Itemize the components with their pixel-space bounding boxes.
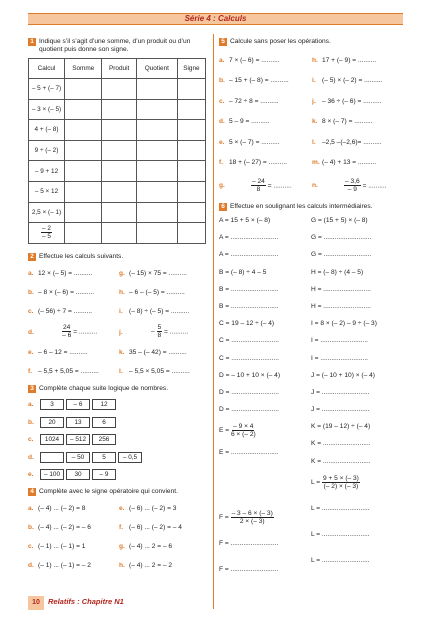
answer-cell[interactable] bbox=[65, 99, 102, 120]
ex2-row bbox=[28, 302, 210, 321]
item-text[interactable]: – 36 ÷ (– 6) = .......... bbox=[322, 97, 382, 105]
item-answer[interactable]: = .......... bbox=[164, 328, 189, 336]
item-text[interactable]: (– 8) ÷ (– 5) = .......... bbox=[129, 307, 190, 315]
item-label: a. bbox=[219, 56, 225, 64]
ex3-instruction: Complète chaque suite logique de nombres. bbox=[39, 384, 169, 392]
item-label: e. bbox=[28, 348, 34, 356]
fraction bbox=[322, 475, 360, 490]
answer-cell[interactable] bbox=[177, 202, 205, 223]
ex5-header bbox=[219, 38, 405, 46]
ex2-row bbox=[28, 283, 210, 302]
item-label: f. bbox=[119, 524, 124, 532]
item-label: l. bbox=[312, 138, 316, 146]
answer-line[interactable]: E = .......................... bbox=[219, 449, 279, 457]
fraction-numerator: – 2 bbox=[42, 225, 51, 233]
answer-cell[interactable] bbox=[136, 99, 177, 120]
item-text[interactable]: (– 6) ... (– 2) = – 4 bbox=[129, 524, 182, 532]
item-label: i. bbox=[312, 77, 316, 85]
item-text[interactable]: (– 1) ... (– 1) = – 2 bbox=[38, 562, 91, 570]
answer-cell[interactable] bbox=[65, 161, 102, 182]
fraction-denominator: – 5 bbox=[42, 233, 51, 241]
item-text[interactable]: (– 4) ... 2 = – 6 bbox=[129, 543, 173, 551]
item-text[interactable]: (– 4) ... 2 = – 2 bbox=[129, 562, 173, 570]
item-label: d. bbox=[28, 328, 34, 336]
answer-cell[interactable] bbox=[177, 99, 205, 120]
answer-cell[interactable] bbox=[177, 161, 205, 182]
ex2-instruction: Effectue les calculs suivants. bbox=[39, 252, 124, 260]
col-signe: Signe bbox=[177, 59, 205, 79]
answer-line[interactable]: K = .......................... bbox=[311, 457, 371, 465]
ex1-header bbox=[28, 38, 210, 54]
column-divider bbox=[213, 34, 214, 609]
item-label: d. bbox=[219, 118, 225, 126]
col-produit: Produit bbox=[102, 59, 137, 79]
item-label: b. bbox=[219, 77, 225, 85]
sequence-box: 3 bbox=[40, 399, 64, 410]
item-label: a. bbox=[28, 505, 34, 513]
table-row bbox=[29, 99, 206, 120]
fraction bbox=[344, 178, 361, 193]
answer-cell[interactable] bbox=[136, 202, 177, 223]
calc-line-fraction bbox=[311, 470, 403, 496]
ex1-table bbox=[28, 58, 206, 244]
answer-line[interactable]: L = .......................... bbox=[311, 504, 370, 512]
ex5-row bbox=[219, 71, 405, 92]
calc-line-fraction bbox=[219, 505, 311, 531]
item-text[interactable]: (– 56) ÷ 7 = .......... bbox=[38, 307, 93, 315]
answer-cell[interactable] bbox=[102, 161, 137, 182]
ex4-row bbox=[28, 537, 210, 556]
fraction-numerator: 9 + 5 × (– 3) bbox=[322, 474, 359, 482]
answer-line[interactable]: H = .......................... bbox=[311, 285, 371, 293]
sequence-box: – 100 bbox=[40, 469, 64, 480]
item-label: j. bbox=[119, 328, 123, 336]
right-column bbox=[219, 38, 405, 583]
ex5-number: 5 bbox=[219, 38, 227, 46]
answer-cell[interactable] bbox=[102, 181, 137, 202]
fraction-numerator: 24 bbox=[63, 324, 71, 332]
calc-line: H = (– 8) ÷ (4 – 5) bbox=[311, 268, 364, 276]
item-text[interactable]: – 6 – (– 5) = .......... bbox=[129, 288, 185, 296]
item-text[interactable]: 5 – 9 = .......... bbox=[229, 118, 270, 126]
answer-cell[interactable] bbox=[136, 140, 177, 161]
ex3-number: 3 bbox=[28, 385, 36, 393]
sequence-row bbox=[28, 448, 210, 466]
ex5-instruction: Calcule sans poser les opérations. bbox=[230, 38, 331, 45]
sequence-box: 5 bbox=[92, 452, 116, 463]
item-text[interactable]: (– 4) ... (– 2) = 8 bbox=[38, 505, 86, 513]
item-label: c. bbox=[28, 307, 34, 315]
sequence-row bbox=[28, 431, 210, 449]
series-title: Série 4 : Calculs bbox=[184, 14, 247, 23]
page-number: 10 bbox=[28, 596, 44, 610]
answer-cell[interactable] bbox=[65, 223, 102, 244]
row-expression: – 9 + 12 bbox=[29, 161, 65, 182]
item-text[interactable]: (– 6) ... (– 2) = 3 bbox=[129, 505, 177, 513]
ex4-number: 4 bbox=[28, 488, 36, 496]
answer-cell[interactable] bbox=[177, 120, 205, 141]
col-somme: Somme bbox=[65, 59, 102, 79]
answer-cell[interactable] bbox=[65, 79, 102, 100]
fraction-denominator: – 6 bbox=[62, 332, 72, 340]
item-text[interactable]: – 5,5 × 5,05 = .......... bbox=[129, 367, 190, 375]
item-label: n. bbox=[312, 181, 318, 189]
ex3-header bbox=[28, 385, 210, 393]
answer-line[interactable]: D = .......................... bbox=[219, 406, 279, 414]
sequence-row bbox=[28, 413, 210, 431]
ex4-row bbox=[28, 556, 210, 575]
item-text[interactable]: 5 × (– 7) = .......... bbox=[229, 138, 280, 146]
fraction-denominator: 8 bbox=[157, 332, 162, 340]
item-label: i. bbox=[119, 307, 123, 315]
answer-cell[interactable] bbox=[136, 181, 177, 202]
item-text[interactable]: 35 – (– 42) = .......... bbox=[129, 348, 187, 356]
fraction bbox=[41, 225, 52, 240]
answer-line[interactable]: K = .......................... bbox=[311, 440, 371, 448]
fraction bbox=[231, 510, 274, 525]
answer-line[interactable]: B = .......................... bbox=[219, 302, 279, 310]
table-row bbox=[29, 202, 206, 223]
item-text[interactable]: 17 + (– 9) = .......... bbox=[322, 56, 377, 64]
item-text[interactable]: – 8 × (– 6) = .......... bbox=[38, 288, 95, 296]
ex1-number: 1 bbox=[28, 38, 36, 46]
answer-cell[interactable] bbox=[65, 140, 102, 161]
table-row bbox=[29, 140, 206, 161]
calc-line: D = – 10 + 10 × (– 4) bbox=[219, 371, 281, 379]
series-title-bar bbox=[28, 13, 403, 25]
ex6-lines bbox=[219, 212, 405, 583]
ex4-list bbox=[28, 499, 210, 575]
answer-line[interactable]: B = .......................... bbox=[219, 285, 279, 293]
answer-cell[interactable] bbox=[102, 120, 137, 141]
fraction bbox=[231, 423, 256, 438]
sequence-box: – 50 bbox=[66, 452, 90, 463]
item-label: c. bbox=[28, 543, 34, 551]
answer-line[interactable]: C = .......................... bbox=[219, 337, 279, 345]
row-expression: 4 + (– 8) bbox=[29, 120, 65, 141]
sequence-box: – 6 bbox=[66, 399, 90, 410]
answer-line[interactable]: C = .......................... bbox=[219, 354, 279, 362]
item-text[interactable]: 7 × (– 6) = .......... bbox=[229, 56, 280, 64]
item-text[interactable]: 18 + (– 27) = .......... bbox=[229, 159, 287, 167]
answer-cell[interactable] bbox=[65, 202, 102, 223]
table-row bbox=[29, 161, 206, 182]
table-row bbox=[29, 181, 206, 202]
item-label: k. bbox=[119, 348, 125, 356]
ex4-row bbox=[28, 499, 210, 518]
answer-line[interactable]: G = .......................... bbox=[311, 251, 372, 259]
ex2-row bbox=[28, 343, 210, 362]
answer-cell[interactable] bbox=[177, 223, 205, 244]
answer-cell[interactable] bbox=[136, 120, 177, 141]
calc-prefix: L = bbox=[311, 478, 321, 486]
fraction bbox=[157, 324, 163, 339]
sequence-box-empty[interactable] bbox=[40, 452, 64, 463]
item-text[interactable]: – 72 ÷ 8 = .......... bbox=[229, 97, 279, 105]
item-label: g. bbox=[219, 181, 225, 189]
sequence-box: 30 bbox=[66, 469, 90, 480]
fraction-numerator: – 9 × 4 bbox=[233, 423, 254, 430]
calc-line: J = (– 10 + 10) × (– 4) bbox=[311, 371, 375, 379]
item-label: l. bbox=[119, 367, 123, 375]
item-label: d. bbox=[28, 562, 34, 570]
item-label: e. bbox=[28, 471, 34, 478]
sequence-box: – 512 bbox=[66, 434, 90, 445]
ex5-row bbox=[219, 153, 405, 174]
item-label: a. bbox=[28, 401, 34, 408]
ex2-number: 2 bbox=[28, 253, 36, 261]
item-label: k. bbox=[312, 118, 318, 126]
answer-cell[interactable] bbox=[177, 79, 205, 100]
fraction-denominator: 8 bbox=[256, 185, 261, 193]
calc-line: G = (15 + 5) × (– 8) bbox=[311, 217, 368, 224]
col-calcul: Calcul bbox=[29, 59, 65, 79]
ex4-row bbox=[28, 518, 210, 537]
ex6-left-column bbox=[219, 212, 311, 583]
col-quotient: Quotient bbox=[136, 59, 177, 79]
item-label: g. bbox=[119, 543, 125, 551]
answer-cell[interactable] bbox=[102, 223, 137, 244]
answer-line[interactable]: J = .......................... bbox=[311, 406, 370, 414]
sequence-row bbox=[28, 396, 210, 414]
item-text[interactable]: 8 × (– 7) = .......... bbox=[322, 118, 373, 126]
item-label: j. bbox=[312, 97, 316, 105]
item-answer[interactable]: = .......... bbox=[362, 181, 387, 189]
answer-cell[interactable] bbox=[102, 99, 137, 120]
answer-cell[interactable] bbox=[177, 181, 205, 202]
row-expression: – 3 × (– 5) bbox=[29, 99, 65, 120]
item-answer[interactable]: = .......... bbox=[73, 328, 98, 336]
ex5-list bbox=[219, 50, 405, 197]
item-text[interactable]: (– 15) × 75 = .......... bbox=[129, 269, 187, 277]
item-label: f. bbox=[28, 367, 33, 375]
answer-line[interactable]: A = .......................... bbox=[219, 234, 279, 242]
item-text[interactable]: – 5,5 + 5,05 = .......... bbox=[38, 367, 99, 375]
item-text[interactable]: –2,5 –(–2,6)= .......... bbox=[322, 138, 382, 146]
answer-cell[interactable] bbox=[136, 161, 177, 182]
sequence-box: 20 bbox=[40, 417, 64, 428]
ex3-list bbox=[28, 396, 210, 484]
fraction-numerator: – 24 bbox=[252, 177, 265, 185]
answer-cell[interactable] bbox=[102, 79, 137, 100]
ex1-instruction: Indique s’il s’agit d’une somme, d’un produit ou d’un quotient puis donne son signe. bbox=[39, 38, 191, 53]
item-label: d. bbox=[28, 453, 34, 461]
item-label: g. bbox=[119, 269, 125, 277]
ex1-table-header bbox=[29, 59, 206, 79]
item-label: e. bbox=[219, 138, 225, 146]
row-expression-fraction bbox=[29, 223, 65, 244]
ex6-header bbox=[219, 203, 405, 211]
sequence-box: 256 bbox=[92, 434, 116, 445]
ex2-row bbox=[28, 264, 210, 283]
ex6-right-column bbox=[311, 212, 403, 583]
calc-line: I = 8 × (– 2) – 9 ÷ (– 3) bbox=[311, 320, 377, 328]
answer-line[interactable]: F = .......................... bbox=[219, 566, 279, 574]
ex6-number: 6 bbox=[219, 203, 227, 211]
sequence-box: – 0,5 bbox=[118, 452, 142, 463]
answer-cell[interactable] bbox=[136, 223, 177, 244]
answer-line[interactable]: L = .......................... bbox=[311, 556, 370, 564]
fraction-numerator: – 3 – 6 × (– 3) bbox=[231, 510, 273, 518]
ex4-header bbox=[28, 488, 210, 496]
item-label: b. bbox=[28, 524, 34, 532]
answer-line[interactable]: F = .......................... bbox=[219, 540, 279, 548]
answer-line[interactable]: A = .......................... bbox=[219, 251, 279, 259]
item-label: c. bbox=[28, 436, 34, 443]
calc-line: A = 15 + 5 × (– 8) bbox=[219, 217, 271, 224]
row-expression: 9 ÷ (– 2) bbox=[29, 140, 65, 161]
sequence-box: 12 bbox=[92, 399, 116, 410]
ex5-row bbox=[219, 173, 405, 197]
ex2-row bbox=[28, 362, 210, 381]
fraction-denominator: (– 2) × (– 3) bbox=[323, 482, 359, 490]
item-text[interactable]: – 6 – 12 = .......... bbox=[38, 348, 88, 356]
calc-prefix: F = bbox=[219, 514, 229, 522]
table-row bbox=[29, 79, 206, 100]
item-text[interactable]: (– 5) × (– 2) = .......... bbox=[322, 77, 383, 85]
answer-line[interactable]: D = .......................... bbox=[219, 388, 279, 396]
fraction-denominator: – 9 bbox=[347, 185, 357, 193]
calc-line: C = 19 – 12 ÷ (– 4) bbox=[219, 320, 275, 328]
fraction-denominator: 2 × (– 3) bbox=[239, 518, 265, 526]
fraction-numerator: – 3,6 bbox=[345, 177, 360, 185]
item-label: b. bbox=[28, 418, 34, 426]
item-label: h. bbox=[119, 562, 125, 570]
item-text[interactable]: (– 4) + 13 = .......... bbox=[322, 159, 377, 167]
answer-line[interactable]: L = .......................... bbox=[311, 530, 370, 538]
ex4-instruction: Complète avec le signe opératoire qui convient. bbox=[39, 488, 178, 496]
answer-cell[interactable] bbox=[136, 79, 177, 100]
table-row bbox=[29, 223, 206, 244]
item-label: c. bbox=[219, 97, 225, 105]
item-label: e. bbox=[119, 505, 125, 513]
item-label: f. bbox=[219, 159, 224, 167]
sequence-box: 1024 bbox=[40, 434, 64, 445]
answer-cell[interactable] bbox=[177, 140, 205, 161]
left-column bbox=[28, 38, 210, 575]
item-label: b. bbox=[28, 288, 34, 296]
ex6-instruction: Effectue en soulignant les calculs intermédiaires. bbox=[230, 203, 373, 210]
item-text[interactable]: 12 × (– 5) = .......... bbox=[38, 269, 93, 277]
answer-cell[interactable] bbox=[102, 202, 137, 223]
fraction bbox=[62, 324, 71, 339]
calc-prefix: E = bbox=[219, 427, 230, 435]
item-label: h. bbox=[312, 56, 318, 64]
sequence-box: – 9 bbox=[92, 469, 116, 480]
item-label: m. bbox=[312, 159, 320, 167]
answer-line[interactable]: I = .......................... bbox=[311, 337, 368, 345]
item-text[interactable]: (– 4) ... (– 2) = – 6 bbox=[38, 524, 91, 532]
sequence-box: 13 bbox=[66, 417, 90, 428]
answer-cell[interactable] bbox=[65, 120, 102, 141]
minus-sign: – bbox=[151, 328, 155, 336]
item-answer[interactable]: = .......... bbox=[267, 181, 292, 189]
item-label: a. bbox=[28, 269, 34, 277]
calc-line-fraction bbox=[219, 418, 311, 444]
ex5-row bbox=[219, 132, 405, 153]
calc-line: B = (– 8) ÷ 4 – 5 bbox=[219, 268, 267, 276]
item-label: h. bbox=[119, 288, 125, 296]
fraction-numerator: 5 bbox=[157, 324, 162, 332]
ex5-row bbox=[219, 112, 405, 133]
answer-line[interactable]: G = .......................... bbox=[311, 234, 372, 242]
row-expression: – 5 × 12 bbox=[29, 181, 65, 202]
sequence-box: 6 bbox=[92, 417, 116, 428]
table-row bbox=[29, 120, 206, 141]
answer-line[interactable]: I = .......................... bbox=[311, 354, 368, 362]
item-text[interactable]: – 15 + (– 8) = .......... bbox=[229, 77, 289, 85]
answer-cell[interactable] bbox=[65, 181, 102, 202]
fraction bbox=[251, 178, 266, 193]
fraction-denominator: 6 × (– 2) bbox=[230, 431, 256, 438]
ex5-row bbox=[219, 91, 405, 112]
answer-cell[interactable] bbox=[102, 140, 137, 161]
row-expression: 2,5 × (– 1) bbox=[29, 202, 65, 223]
ex2-list bbox=[28, 264, 210, 381]
ex2-header bbox=[28, 253, 210, 261]
calc-line: K = (19 – 12) ÷ (– 4) bbox=[311, 423, 371, 431]
ex5-row bbox=[219, 50, 405, 71]
answer-line[interactable]: J = .......................... bbox=[311, 388, 370, 396]
item-text[interactable]: (– 1) ... (– 1) = 1 bbox=[38, 543, 86, 551]
answer-line[interactable]: H = .......................... bbox=[311, 302, 371, 310]
row-expression: – 5 + (– 7) bbox=[29, 79, 65, 100]
ex2-row bbox=[28, 321, 210, 343]
sequence-row bbox=[28, 466, 210, 484]
chapter-title: Relatifs : Chapitre N1 bbox=[48, 597, 124, 606]
